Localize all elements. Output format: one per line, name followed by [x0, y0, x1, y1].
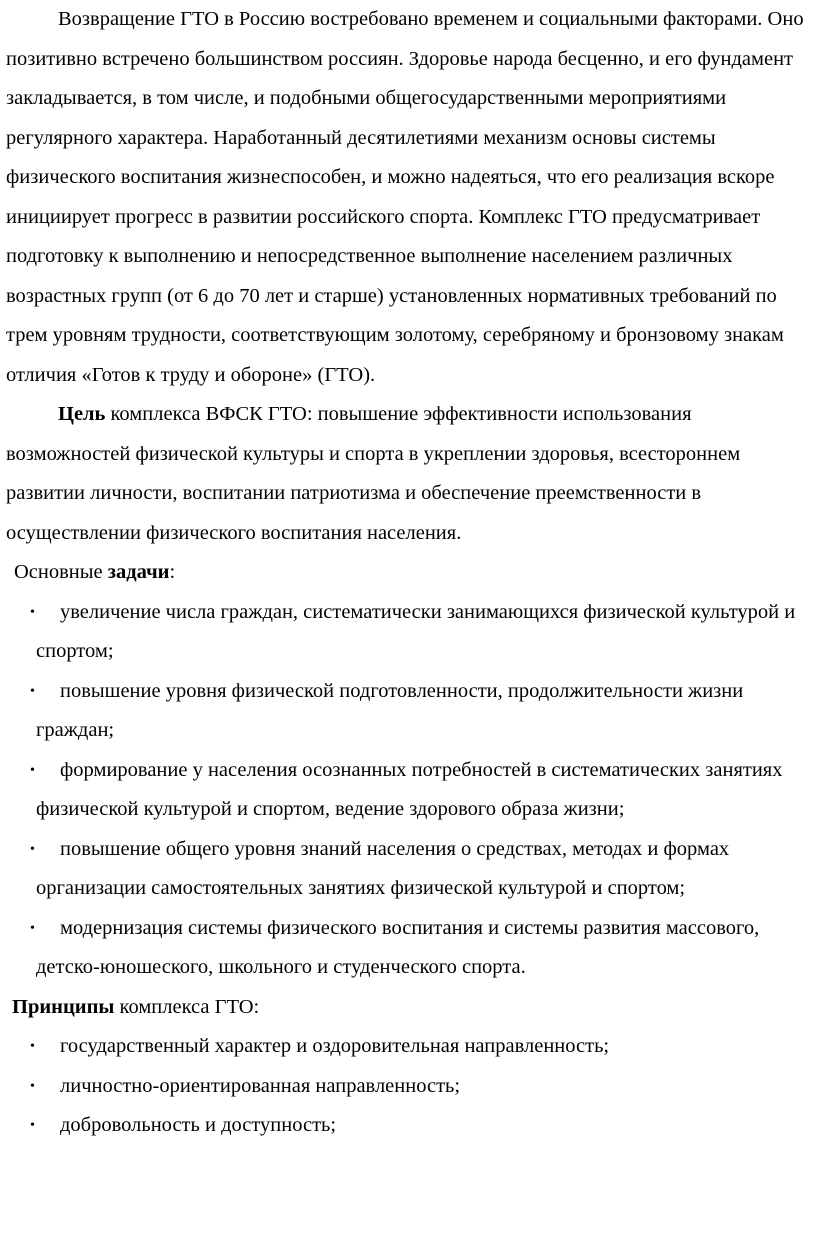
- bullet-icon: •: [30, 683, 35, 699]
- tasks-list: [6, 593, 812, 988]
- list-item-text: государственный характер и оздоровительная направленность;: [60, 1035, 610, 1057]
- list-item: [6, 1067, 812, 1107]
- principles-heading-suffix: комплекса ГТО:: [114, 995, 260, 1018]
- bullet-icon: •: [30, 762, 35, 778]
- principles-heading-label: Принципы: [12, 995, 115, 1018]
- bullet-icon: •: [30, 604, 35, 620]
- goal-text: комплекса ВФСК ГТО: повышение эффективности использования возможностей физической культуры и спорта в укреплении здоровья, всестороннем развитии личности, воспитании патриотизма и обеспечение преемственности в осуществлении физического воспитания населения.: [6, 403, 741, 544]
- bullet-icon: •: [30, 841, 35, 857]
- list-item: [6, 672, 812, 751]
- list-item-text: повышение общего уровня знаний населения о средствах, методах и формах организации самостоятельных занятиях физической культурой и спортом;: [36, 837, 730, 899]
- list-item-text: личностно-ориентированная направленность;: [60, 1074, 461, 1097]
- list-item: [6, 1106, 812, 1146]
- list-item-text: формирование у населения осознанных потребностей в систематических занятиях физической культурой и спортом, ведение здорового образа жизни;: [36, 758, 783, 820]
- list-item: [6, 909, 812, 988]
- tasks-heading: [6, 553, 812, 593]
- list-item-text: модернизация системы физического воспитания и системы развития массового, детско-юношеского, школьного и студенческого спорта.: [36, 916, 760, 978]
- list-item: [6, 593, 812, 672]
- tasks-heading-prefix: Основные: [14, 561, 108, 583]
- list-item: [6, 751, 812, 830]
- list-item: [6, 830, 812, 909]
- tasks-heading-suffix: :: [169, 561, 176, 583]
- list-item-text: повышение уровня физической подготовленности, продолжительности жизни граждан;: [36, 679, 744, 741]
- goal-label: Цель: [58, 403, 106, 425]
- bullet-icon: •: [30, 1078, 35, 1094]
- list-item: [6, 1027, 812, 1067]
- principles-list: [6, 1027, 812, 1146]
- bullet-icon: •: [30, 920, 35, 936]
- goal-paragraph: [6, 395, 812, 553]
- intro-paragraph: Возвращение ГТО в Россию востребовано временем и социальными факторами. Оно позитивно встречено большинством россиян. Здоровье народа бесценно, и его фундамент закладывается, в том числе, и подобными общегосударственными мероприятиями регулярного характера. Наработанный десятилетиями механизм основы системы физического воспитания жизнеспособен, и можно надеяться, что его реализация вскоре инициирует прогресс в развитии российского спорта. Комплекс ГТО предусматривает подготовку к выполнению и непосредственное выполнение населением различных возрастных групп (от 6 до 70 лет и старше) установленных нормативных требований по трем уровням трудности, соответствующим золотому, серебряному и бронзовому знакам отличия «Готов к труду и обороне» (ГТО).: [6, 8, 804, 386]
- principles-heading: [6, 988, 812, 1028]
- list-item-text: увеличение числа граждан, систематически занимающихся физической культурой и спортом;: [36, 600, 796, 662]
- bullet-icon: •: [30, 1039, 35, 1054]
- list-item-text: добровольность и доступность;: [60, 1114, 337, 1136]
- bullet-icon: •: [30, 1118, 35, 1133]
- tasks-heading-label: задачи: [107, 561, 170, 583]
